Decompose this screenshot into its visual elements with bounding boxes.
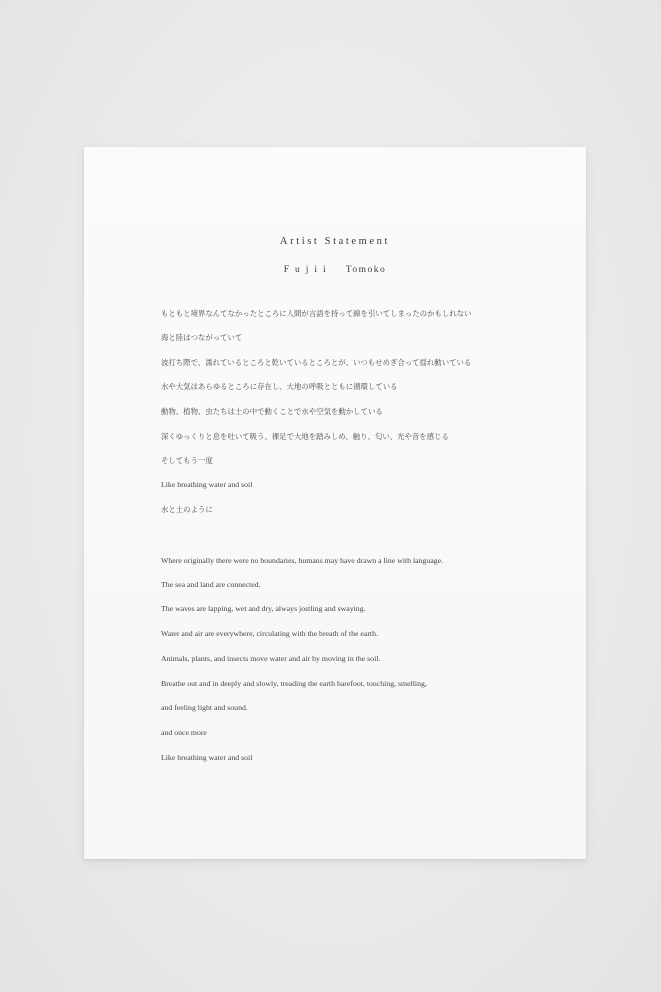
japanese-line: 海と陸はつながっていて	[161, 333, 243, 342]
japanese-line: 水と土のように	[161, 505, 213, 514]
english-line: Animals, plants, and insects move water and air by moving in the soil.	[161, 654, 381, 663]
english-line: and feeling light and sound.	[161, 703, 248, 712]
english-line: Breathe out and in deeply and slowly, treading the earth barefoot, touching, smelling,	[161, 679, 427, 688]
author-last-name: Tomoko	[345, 265, 387, 275]
english-line: Like breathing water and soil	[161, 753, 253, 762]
english-line: and once more	[161, 728, 207, 737]
japanese-line: 波打ち際で、濡れているところと乾いているところとが、いつもせめぎ合って揺れ動いている	[161, 358, 472, 367]
english-line: The waves are lapping, wet and dry, always jostling and swaying.	[161, 604, 366, 613]
paper-sheet	[84, 147, 586, 859]
japanese-line: 深くゆっくりと息を吐いて吸う、裸足で大地を踏みしめ、触り、匂い、光や音を感じる	[161, 432, 449, 441]
japanese-line: 動物、植物、虫たちは土の中で動くことで水や空気を動かしている	[161, 407, 383, 416]
japanese-line: もともと境界なんてなかったところに人間が言語を持って線を引いてしまったのかもしれない	[161, 309, 472, 318]
japanese-line: そしてもう一度	[161, 456, 213, 465]
english-line: Where originally there were no boundaries, humans may have drawn a line with language.	[161, 556, 444, 565]
english-line: Water and air are everywhere, circulating with the breath of the earth.	[161, 629, 378, 638]
japanese-line: 水や大気はあらゆるところに存在し、大地の呼吸とともに循環している	[161, 382, 398, 391]
english-line: The sea and land are connected.	[161, 580, 261, 589]
author-first-name: Fujii	[283, 265, 332, 275]
author-name	[84, 265, 586, 275]
japanese-line: Like breathing water and soil	[161, 480, 253, 489]
statement-title: Artist Statement	[279, 236, 391, 247]
